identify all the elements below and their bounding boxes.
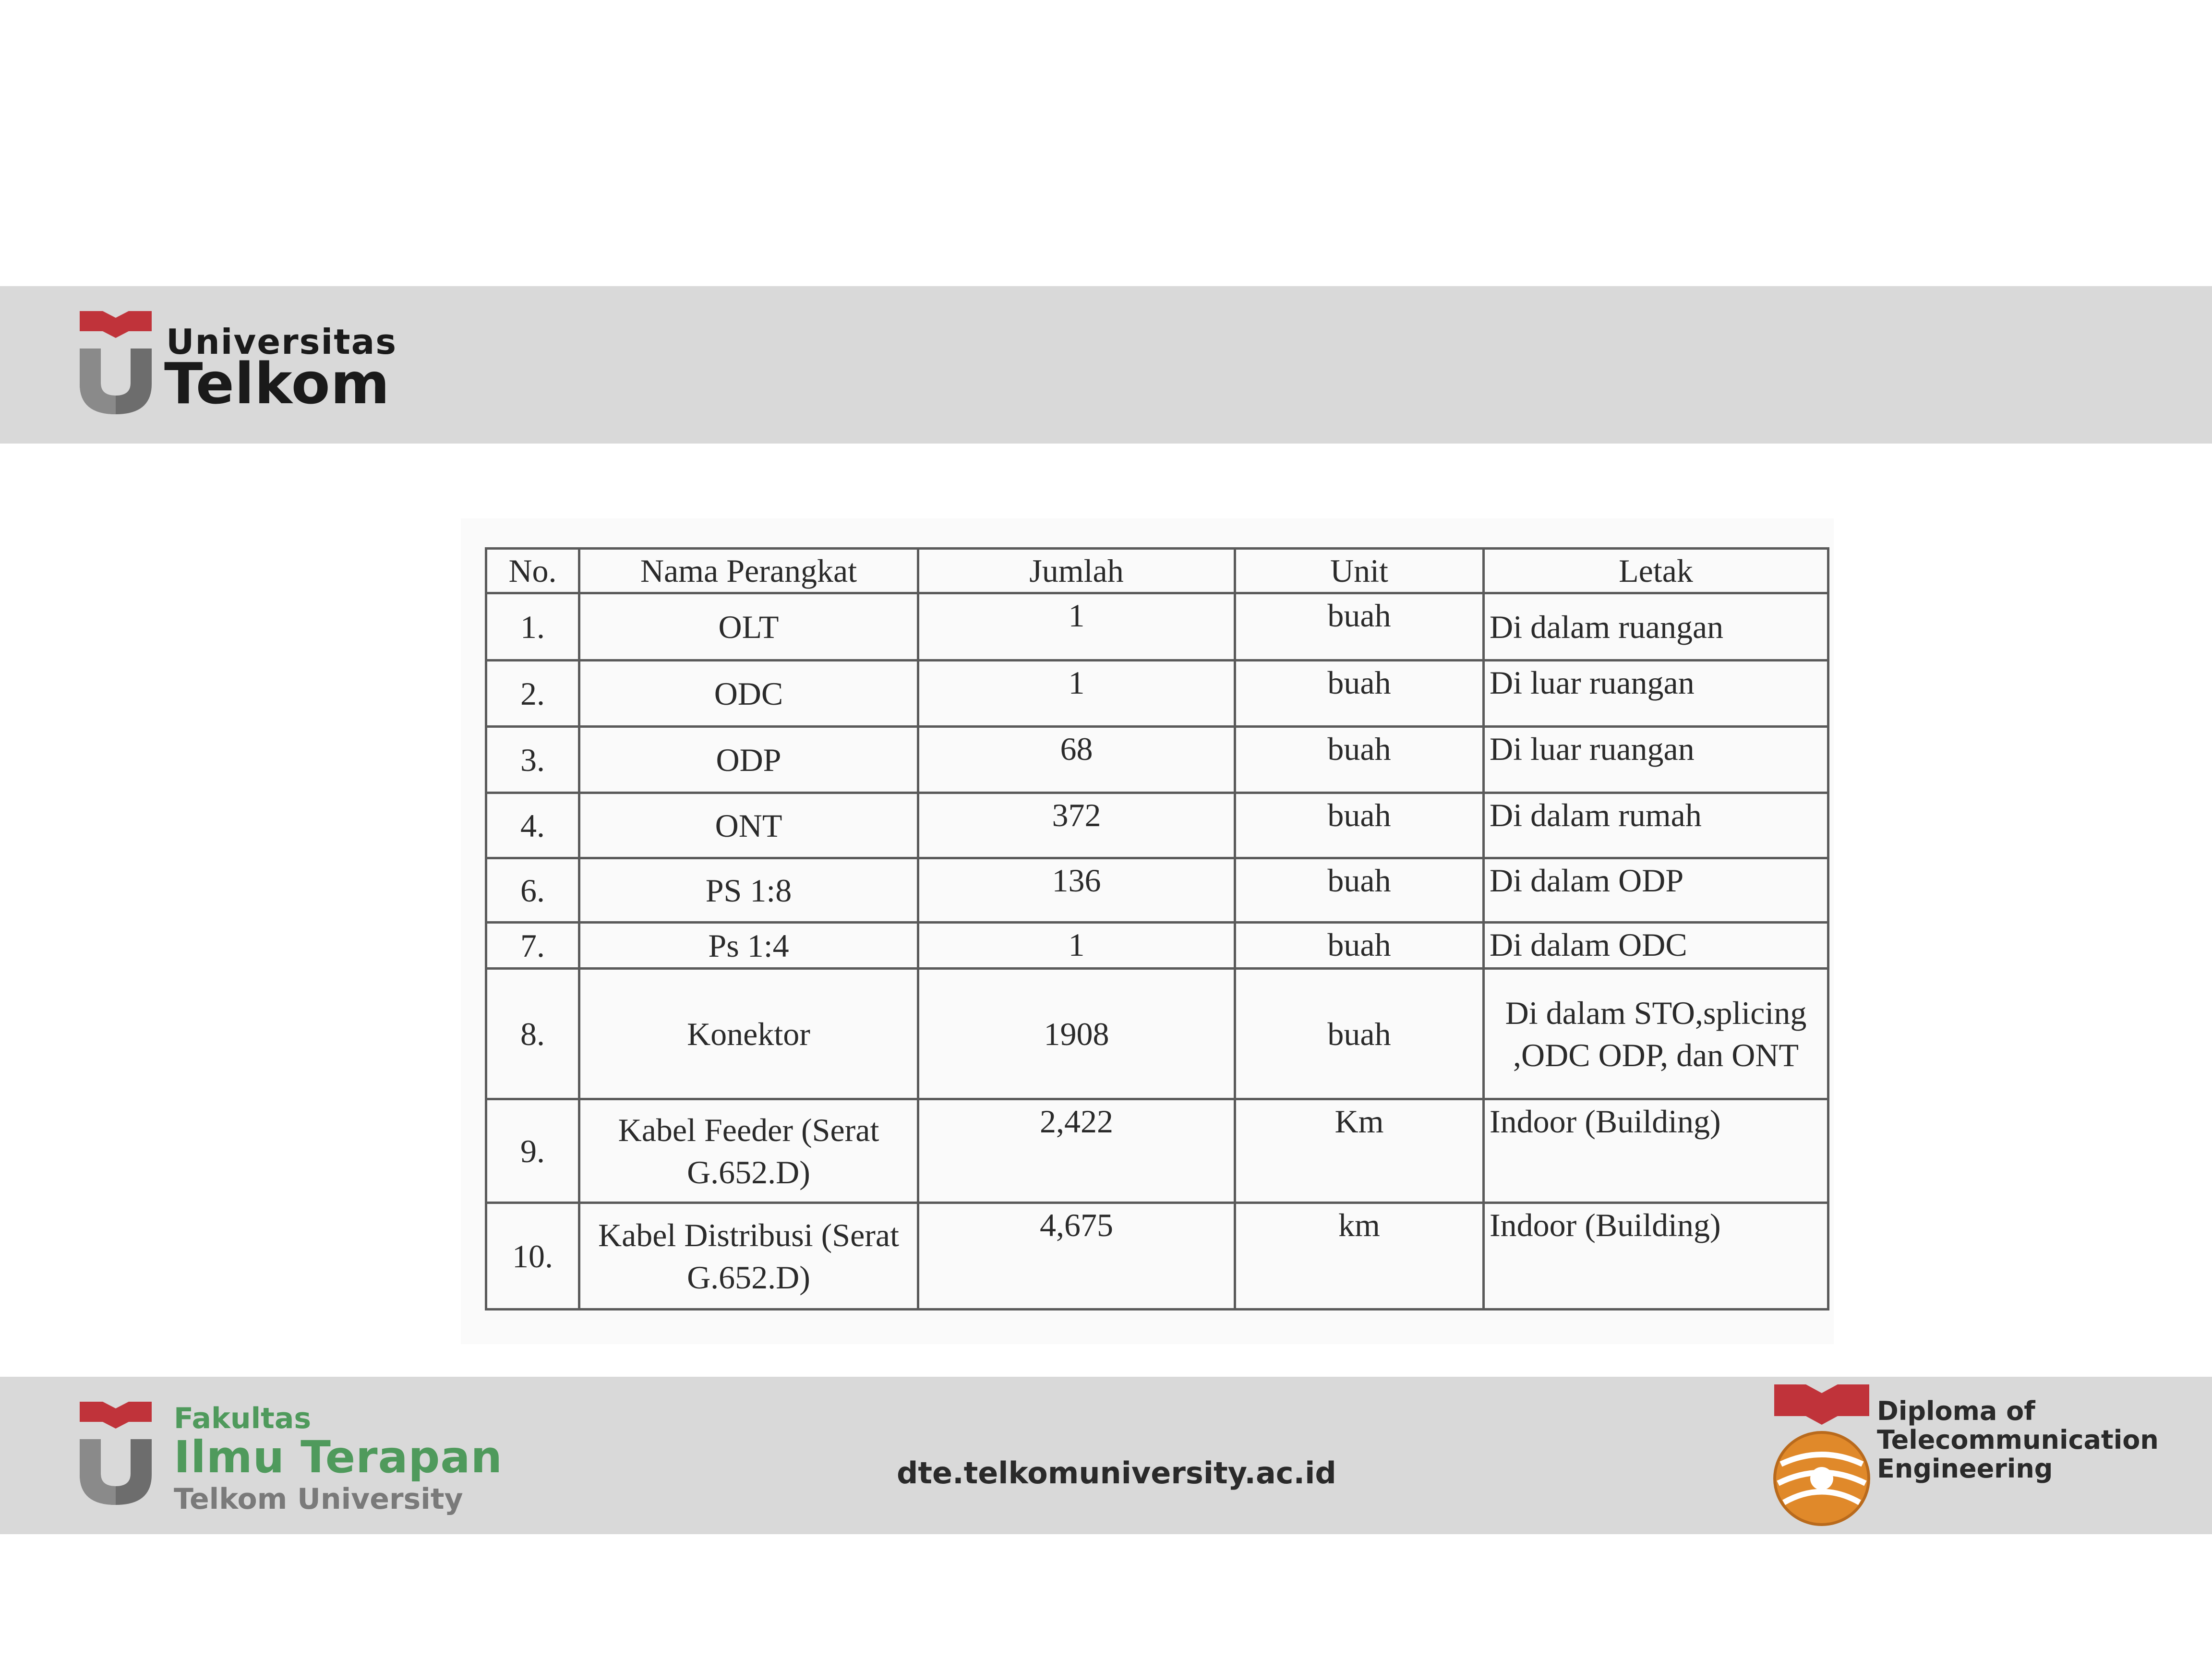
table-row	[486, 1099, 1828, 1203]
cell-qty: 4,675	[918, 1203, 1235, 1310]
fakultas-ilmu-terapan-logo	[80, 1402, 503, 1517]
table-row	[486, 923, 1828, 969]
cell-unit: buah	[1235, 969, 1484, 1099]
cell-location: Di dalam ODC	[1484, 923, 1828, 969]
cell-location: Di luar ruangan	[1484, 727, 1828, 793]
cell-name: Kabel Distribusi (Serat G.652.D)	[579, 1203, 918, 1310]
table-header-row	[486, 549, 1828, 593]
cell-unit: buah	[1235, 593, 1484, 661]
cell-qty: 1908	[918, 969, 1235, 1099]
logo-telkom-text: Telkom	[164, 350, 390, 417]
faculty-name: Ilmu Terapan	[174, 1431, 503, 1483]
cell-qty: 1	[918, 593, 1235, 661]
table-row	[486, 969, 1828, 1099]
table-row	[486, 858, 1828, 923]
cell-unit: Km	[1235, 1099, 1484, 1203]
cell-location: Di dalam rumah	[1484, 793, 1828, 858]
device-table	[485, 547, 1829, 1310]
cell-no: 6.	[486, 858, 579, 923]
table-row	[486, 1203, 1828, 1310]
university-name: Telkom University	[174, 1482, 463, 1516]
cell-name: Konektor	[579, 969, 918, 1099]
cell-location: Di dalam ODP	[1484, 858, 1828, 923]
cell-qty: 372	[918, 793, 1235, 858]
cell-qty: 2,422	[918, 1099, 1235, 1203]
logo-universitas-text: Universitas	[166, 322, 397, 362]
cell-no: 2.	[486, 661, 579, 727]
cell-name: ODP	[579, 727, 918, 793]
program-line-3: Engineering	[1877, 1454, 2053, 1484]
cell-no: 1.	[486, 593, 579, 661]
cell-location: Indoor (Building)	[1484, 1099, 1828, 1203]
dte-emblem-icon	[1771, 1382, 1872, 1527]
cell-no: 8.	[486, 969, 579, 1099]
cell-no: 3.	[486, 727, 579, 793]
cell-no: 10.	[486, 1203, 579, 1310]
cell-qty: 1	[918, 661, 1235, 727]
column-header-name: Nama Perangkat	[579, 549, 918, 593]
table-row	[486, 793, 1828, 858]
telkom-emblem-icon	[80, 1402, 152, 1505]
program-name	[1877, 1397, 2159, 1483]
column-header-no: No.	[486, 549, 579, 593]
cell-unit: buah	[1235, 793, 1484, 858]
column-header-qty: Jumlah	[918, 549, 1235, 593]
cell-name: ONT	[579, 793, 918, 858]
cell-no: 7.	[486, 923, 579, 969]
table-image	[461, 518, 1834, 1344]
table-row	[486, 661, 1828, 727]
cell-location: Indoor (Building)	[1484, 1203, 1828, 1310]
table-row	[486, 593, 1828, 661]
program-line-1: Diploma of	[1877, 1396, 2035, 1426]
cell-unit: km	[1235, 1203, 1484, 1310]
program-line-2: Telecommunication	[1877, 1425, 2159, 1455]
faculty-label: Fakultas	[174, 1402, 312, 1435]
cell-name: ODC	[579, 661, 918, 727]
website-url: dte.telkomuniversity.ac.id	[897, 1455, 1336, 1491]
cell-name: OLT	[579, 593, 918, 661]
cell-unit: buah	[1235, 923, 1484, 969]
cell-no: 9.	[486, 1099, 579, 1203]
cell-qty: 136	[918, 858, 1235, 923]
table-row	[486, 727, 1828, 793]
diploma-telecommunication-logo	[1771, 1382, 2165, 1527]
cell-unit: buah	[1235, 661, 1484, 727]
cell-name: PS 1:8	[579, 858, 918, 923]
cell-no: 4.	[486, 793, 579, 858]
cell-unit: buah	[1235, 727, 1484, 793]
cell-qty: 1	[918, 923, 1235, 969]
cell-location: Di dalam ruangan	[1484, 593, 1828, 661]
cell-location: Di dalam STO,splicing ,ODC ODP, dan ONT	[1484, 969, 1828, 1099]
column-header-unit: Unit	[1235, 549, 1484, 593]
column-header-location: Letak	[1484, 549, 1828, 593]
telkom-emblem-icon	[80, 311, 152, 414]
universitas-telkom-logo	[80, 311, 397, 421]
cell-name: Kabel Feeder (Serat G.652.D)	[579, 1099, 918, 1203]
cell-name: Ps 1:4	[579, 923, 918, 969]
cell-qty: 68	[918, 727, 1235, 793]
cell-location: Di luar ruangan	[1484, 661, 1828, 727]
cell-unit: buah	[1235, 858, 1484, 923]
